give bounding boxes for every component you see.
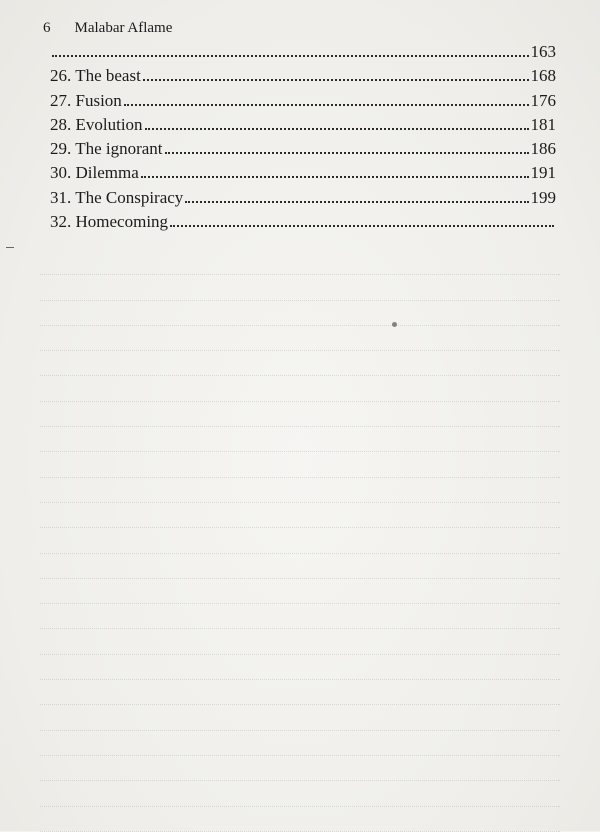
toc-entry-page: 181 [530,114,556,134]
toc-entry-page: 186 [530,139,556,159]
toc-entry [50,161,556,185]
toc-entry-title: 32. Homecoming [50,212,169,232]
table-of-contents [50,40,556,234]
dot-leader [141,175,529,178]
dot-leader [165,151,529,154]
toc-entry [50,210,556,234]
toc-entry-page: 176 [530,90,556,110]
toc-entry-page: 191 [530,163,556,183]
running-title: Malabar Aflame [74,20,173,36]
dot-leader [145,127,529,130]
toc-entry [50,186,556,210]
toc-entry [50,40,556,64]
dot-leader [143,78,529,81]
toc-entry [50,64,556,88]
toc-entry-page: 163 [530,42,556,61]
toc-entry-title: 28. Evolution [50,114,143,134]
dot-leader [52,54,529,57]
toc-entry-title: 27. Fusion [50,90,122,110]
toc-entry [50,89,556,113]
toc-entry-page: 168 [530,66,556,86]
page-header [43,20,172,37]
toc-entry-title: 26. The beast [50,66,141,86]
toc-entry-title: 29. The ignorant [50,139,163,159]
show-through-lines [40,250,560,832]
toc-entry-title: 31. The Conspiracy [50,187,184,207]
page-number: 6 [43,20,51,36]
toc-entry [50,137,556,161]
dot-leader [185,200,528,203]
dot-leader [170,224,554,227]
toc-entry [50,113,556,137]
toc-entry-page: 199 [530,187,556,207]
paper-speck [392,322,397,327]
dot-leader [124,103,529,106]
toc-entry-title: 30. Dilemma [50,163,139,183]
margin-mark [6,247,14,248]
